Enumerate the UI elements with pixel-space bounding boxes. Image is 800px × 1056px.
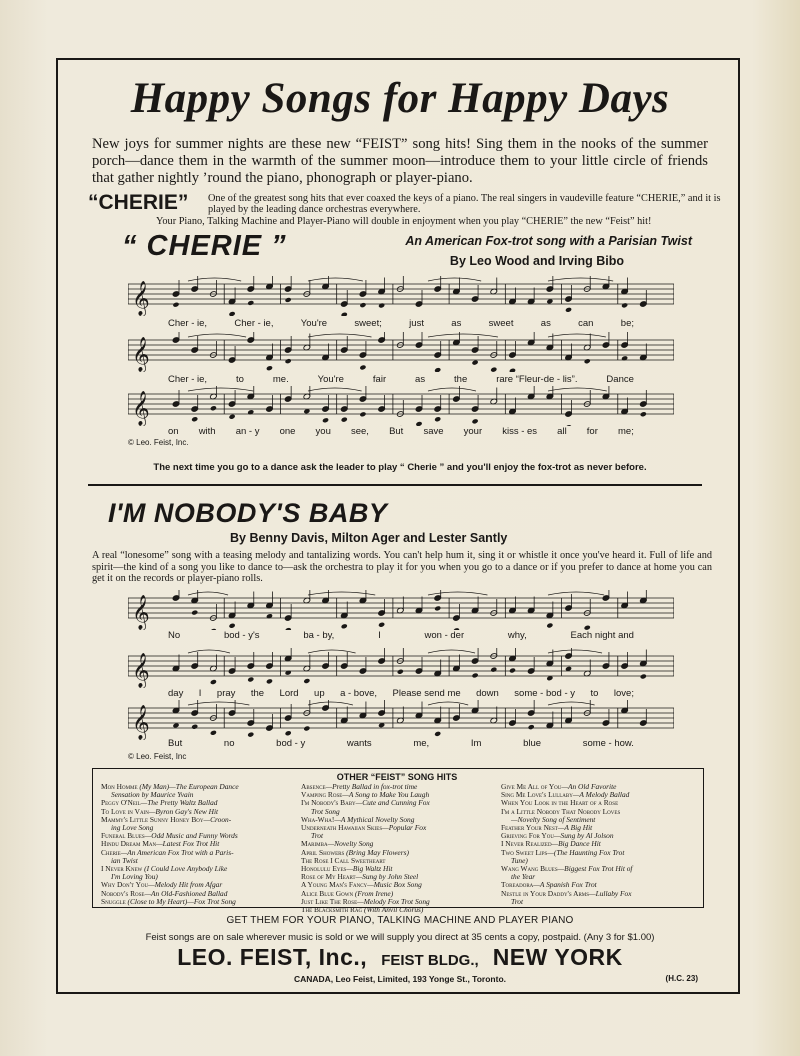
song-hit-description: —Melody Fox Trot Song — [357, 896, 430, 906]
lyric-word: But — [389, 426, 404, 437]
publisher-city: NEW YORK — [492, 944, 623, 970]
song-hit-name: Nestle in Your Daddy's Arms — [501, 888, 590, 898]
other-hits-box — [92, 768, 704, 915]
song-hit-name: Wha-Wha! — [301, 814, 335, 824]
cherie-staff-3 — [128, 386, 674, 437]
song-hit-description: Sensation by Maurice Yvain — [111, 790, 194, 800]
song-hit-description: —Sung by Al Jolson — [553, 831, 614, 841]
intro-paragraph: New joys for summer nights are these new “FEIST” song hits! Sing them in the nooks of the summer porch—dance them in the warmth of the summer moon—introduce them to your little circle of friends that gather nightly ’round the piano, phonograph or player-piano. — [92, 136, 708, 186]
lyric-word: why, — [507, 630, 527, 641]
lyric-word: No — [168, 630, 181, 641]
lyric-word: for — [586, 426, 598, 437]
song-hit-description: —Pretty Ballad in fox-trot time — [325, 782, 418, 791]
lyric-word: a - bove, — [340, 688, 378, 699]
lyric-word: Lord — [279, 688, 299, 699]
song-hit-description: —An Old Favorite — [561, 782, 617, 791]
lyric-word: Please send me — [392, 688, 461, 699]
song-hit-description: —A Big Hit — [557, 823, 593, 833]
song-hit-name: A Young Man's Fancy — [301, 880, 368, 890]
other-hits-column-3 — [501, 783, 632, 906]
song-hit-description: —Novelty Song — [327, 839, 374, 849]
lyric-word: the — [454, 374, 468, 385]
nobody-staff-3 — [128, 700, 674, 749]
song-hit-name: Hindu Dream Man — [101, 839, 157, 849]
song-hit-name: Feather Your Nest — [501, 823, 558, 833]
song-hit-description: —Lullaby Fox — [589, 888, 632, 898]
lyric-word: rare “Fleur-de - lis”. — [496, 374, 578, 385]
lyric-word: Cher - ie, — [234, 318, 274, 329]
lyric-word: me. — [272, 374, 289, 385]
lyric-word: You're — [317, 374, 344, 385]
svg-text:𝄞: 𝄞 — [132, 281, 150, 316]
song-hit-description: —A Song to Make You Laugh — [342, 790, 430, 800]
song-hit-description: —Biggest Fox Trot Hit of — [557, 864, 633, 874]
song-hit-description: —Melody Hit from Afgar — [148, 880, 223, 890]
lyric-word: Each night and — [570, 630, 634, 641]
song-hit-name: Nobody's Rose — [101, 888, 145, 898]
advertisement-frame — [56, 58, 740, 994]
lyric-word: bod - y's — [223, 630, 260, 641]
svg-text:𝄞: 𝄞 — [132, 595, 150, 630]
song-hit-description: (From Irene) — [354, 888, 394, 898]
cherie-staff-2 — [128, 332, 674, 385]
lyric-word: You're — [300, 318, 328, 329]
lyric-word: some - bod - y — [514, 688, 576, 699]
song-hit-entry — [101, 898, 239, 906]
song-hit-description: (Bring May Flowers) — [346, 847, 409, 857]
song-hit-name: The Blacksmith Rag — [301, 905, 364, 915]
song-hit-name: Funeral Blues — [101, 831, 145, 841]
lyric-word: as — [540, 318, 551, 329]
song-hit-description: —Byron Gay's New Hit — [148, 806, 219, 816]
song-hit-description: —A Spanish Fox Trot — [533, 880, 597, 890]
lyric-word: be; — [620, 318, 634, 329]
lyric-word: up — [314, 688, 325, 699]
song-hit-description: —Odd Music and Funny Words — [144, 831, 238, 841]
lyric-word: with — [198, 426, 216, 437]
song-hit-entry — [501, 898, 632, 906]
lyric-word: Dance — [606, 374, 634, 385]
lyric-word: me; — [618, 426, 634, 437]
lyric-word: see, — [350, 426, 369, 437]
cherie-authors: By Leo Wood and Irving Bibo — [449, 254, 624, 268]
song-hit-name: Marimba — [301, 839, 328, 849]
lyric-word: down — [476, 688, 499, 699]
lyric-word: Cher - ie, — [168, 374, 208, 385]
cherie-lyrics-3 — [128, 426, 674, 440]
lyric-word: day — [168, 688, 184, 699]
song-hit-name: Snuggle — [101, 896, 128, 906]
song-hit-name: Just Like The Rose — [301, 896, 358, 906]
song-hit-name: Honolulu Eyes — [301, 864, 347, 874]
nobody-title: I'M NOBODY'S BABY — [108, 498, 388, 528]
song-hit-description: (I Could Love Anybody Like — [144, 864, 228, 874]
lyric-word: ba - by, — [303, 630, 335, 641]
song-hit-name: Toreadora — [501, 880, 534, 890]
lyric-word: the — [250, 688, 265, 699]
song-hit-description: ian Twist — [111, 855, 138, 865]
song-hit-name: Why Don't You — [101, 880, 149, 890]
song-hit-description: —The Pretty Waltz Ballad — [140, 798, 218, 808]
song-hit-name: Absence — [301, 782, 326, 791]
catalog-code: (H.C. 23) — [665, 974, 698, 983]
song-hit-description: —Cute and Cunning Fox — [355, 798, 430, 808]
song-hit-name: Mon Homme — [101, 782, 140, 791]
song-hit-description: (With Anvil Chorus) — [363, 905, 424, 915]
music-staff-icon — [128, 276, 674, 316]
publisher-building: FEIST BLDG., — [381, 952, 479, 969]
song-hit-name: Give Me All of You — [501, 782, 562, 791]
cherie-promo-text: One of the greatest song hits that ever coaxed the keys of a piano. The real singers in vaudeville feature “CHERIE,” and it is played by the leading dance orchestras everywhere. — [208, 193, 721, 215]
lyric-word: won - der — [424, 630, 465, 641]
lyric-word: Cher - ie, — [168, 318, 208, 329]
svg-text:𝄞: 𝄞 — [132, 653, 150, 688]
lyric-word: an - y — [235, 426, 260, 437]
song-hit-name: Sing Me Love's Lullaby — [501, 790, 573, 800]
song-hit-name: Alice Blue Gown — [301, 888, 355, 898]
lyric-word: love; — [613, 688, 634, 699]
page-headline: Happy Songs for Happy Days — [130, 75, 670, 122]
lyric-word: wants — [346, 738, 372, 749]
song-hit-description: —(The Haunting Fox Trot — [547, 847, 625, 857]
song-hit-description: ing Love Song — [111, 823, 154, 833]
song-hit-description: I'm Loving You) — [111, 872, 158, 882]
lyric-word: bod - y — [276, 738, 306, 749]
nobody-lyrics-1 — [128, 630, 674, 644]
lyric-word: to — [236, 374, 244, 385]
lyric-word: can — [578, 318, 594, 329]
other-hits-title: OTHER “FEIST” SONG HITS — [336, 772, 458, 782]
nobody-lyrics-3 — [128, 738, 674, 752]
song-hit-entry — [301, 906, 430, 914]
music-staff-icon — [128, 700, 674, 740]
cherie-staff-1 — [128, 276, 674, 329]
svg-text:𝄞: 𝄞 — [132, 705, 150, 740]
publisher-name: LEO. FEIST, Inc., — [177, 944, 368, 970]
song-hit-name: I'm a Little Nobody That Nobody Loves — [501, 806, 621, 816]
cherie-copyright: © Leo. Feist, Inc. — [128, 438, 189, 447]
song-hit-description: —An Old-Fashioned Ballad — [144, 888, 228, 898]
song-hit-description: —Sung by John Steel — [355, 872, 419, 882]
cherie-subtitle: An American Fox-trot song with a Parisian Twist — [405, 234, 692, 248]
lyric-word: save — [423, 426, 444, 437]
song-hit-name: Rose of My Heart — [301, 872, 356, 882]
song-hit-description: (My Man)—The European Dance — [139, 782, 239, 791]
song-hit-description: —Big Dance Hit — [551, 839, 601, 849]
cherie-dance-note: The next time you go to a dance ask the leader to play “ Cherie ” and you'll enjoy the fox-trot as never before. — [153, 462, 647, 473]
song-hit-description: (Close to My Heart)—Fox Trot Song — [127, 896, 236, 906]
song-hit-description: —Novelty Song of Sentiment — [511, 814, 596, 824]
lyric-word: just — [409, 318, 424, 329]
song-hit-description: —An American Fox Trot with a Paris- — [120, 847, 234, 857]
song-hit-name: Cherie — [101, 847, 121, 857]
song-hit-name: The Rose I Call Sweetheart — [301, 855, 386, 865]
lyric-word: sweet — [488, 318, 514, 329]
nobody-staff-2 — [128, 648, 674, 699]
nobody-authors: By Benny Davis, Milton Ager and Lester Santly — [230, 531, 508, 545]
nobody-copyright: © Leo. Feist, Inc — [128, 752, 187, 761]
lyric-word: sweet; — [354, 318, 382, 329]
cherie-title: “ CHERIE ” — [122, 230, 287, 262]
lyric-word: some - how. — [582, 738, 634, 749]
song-hit-name: I Never Knew — [101, 864, 145, 874]
canada-address: CANADA, Leo Feist, Limited, 193 Yonge St., Toronto. — [293, 974, 507, 984]
song-hit-name: Underneath Hawaiian Skies — [301, 823, 383, 833]
song-hit-name: Peggy O'Neil — [101, 798, 141, 808]
svg-text:𝄞: 𝄞 — [132, 337, 150, 372]
publisher-line — [58, 944, 742, 971]
music-staff-icon — [128, 648, 674, 688]
song-hit-description: —Popular Fox — [382, 823, 427, 833]
svg-text:𝄞: 𝄞 — [132, 391, 150, 426]
other-hits-column-1 — [101, 783, 239, 906]
song-hit-name: Wang Wang Blues — [501, 864, 558, 874]
lyric-word: as — [451, 318, 462, 329]
song-hit-description: —A Mythical Novelty Song — [334, 814, 415, 824]
lyric-word: pray — [216, 688, 236, 699]
song-hit-description: —Latest Fox Trot Hit — [156, 839, 220, 849]
lyric-word: I — [198, 688, 202, 699]
lyric-word: you — [315, 426, 331, 437]
song-hit-description: Trot — [311, 831, 324, 841]
lyric-word: Im — [470, 738, 482, 749]
lyric-word: all — [557, 426, 567, 437]
nobody-description: A real “lonesome” song with a teasing melody and tantalizing words. You can't help hum it, sing it or whistle it once you've heard it. Full of life and spirit—the kind of a song you like to dance to—ask the orchestra to play it for you when you go to a dance or if you prefer to dance at home you can get it on the records or player-piano rolls. — [92, 550, 712, 584]
cherie-lyrics-1 — [128, 318, 674, 332]
song-hit-name: Two Sweet Lips — [501, 847, 548, 857]
song-hit-description: —Big Waltz Hit — [346, 864, 393, 874]
lyric-word: fair — [372, 374, 387, 385]
lyric-word: blue — [523, 738, 542, 749]
music-staff-icon — [128, 386, 674, 426]
song-hit-description: —Croon- — [203, 814, 232, 824]
price-line: Feist songs are on sale wherever music is sold or we will supply you direct at 35 cents a copy, postpaid. (Any 3 for $1.00) — [145, 932, 655, 943]
other-hits-column-2 — [301, 783, 430, 914]
lyric-word: your — [463, 426, 483, 437]
lyric-word: as — [415, 374, 426, 385]
lyric-word: on — [168, 426, 179, 437]
song-hit-description: Tune) — [511, 855, 528, 865]
song-hit-name: Vamping Rose — [301, 790, 343, 800]
song-hit-description: Trot Song — [311, 806, 340, 816]
song-hit-description: —A Melody Ballad — [572, 790, 630, 800]
lyric-word: I — [378, 630, 381, 641]
music-staff-icon — [128, 590, 674, 630]
song-hit-name: When You Look in the Heart of a Rose — [501, 798, 619, 808]
cherie-promo-mark: “CHERIE” — [88, 191, 189, 214]
song-hit-name: Mammy's Little Sunny Honey Boy — [101, 814, 204, 824]
song-hit-name: To Love in Vain — [101, 806, 149, 816]
lyric-word: But — [168, 738, 183, 749]
song-hit-description: the Year — [511, 872, 536, 882]
music-staff-icon — [128, 332, 674, 372]
lyric-word: one — [279, 426, 296, 437]
lyric-word: to — [590, 688, 599, 699]
song-hit-name: I'm Nobody's Baby — [301, 798, 356, 808]
song-hit-description: Trot — [511, 896, 524, 906]
cherie-promo-text-2: Your Piano, Talking Machine and Player-Piano will double in enjoyment when you play “CHERIE” the new “Feist” hit! — [156, 216, 652, 227]
lyric-word: kiss - es — [502, 426, 538, 437]
song-hit-description: —Music Box Song — [367, 880, 422, 890]
lyric-word: no — [223, 738, 235, 749]
lyric-word: me, — [413, 738, 430, 749]
song-hit-name: Grieving For You — [501, 831, 554, 841]
section-divider — [88, 484, 702, 486]
song-hit-name: I Never Realized — [501, 839, 552, 849]
get-them-line: GET THEM FOR YOUR PIANO, TALKING MACHINE AND PLAYER PIANO — [226, 915, 574, 926]
nobody-staff-1 — [128, 590, 674, 641]
song-hit-name: April Showers — [301, 847, 347, 857]
